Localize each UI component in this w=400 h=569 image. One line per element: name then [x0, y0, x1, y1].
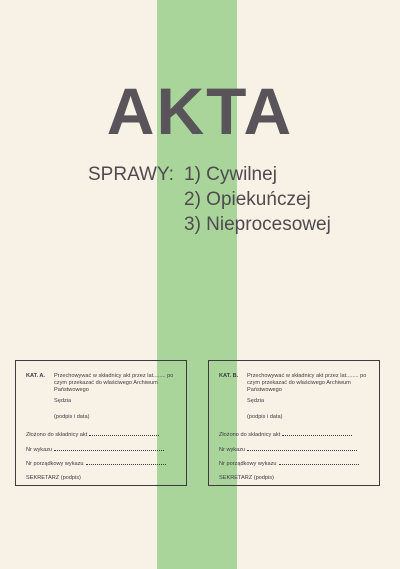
- signature-date-label: (podpis i data): [54, 414, 90, 420]
- case-types: [88, 162, 331, 237]
- sequence-number-row: [26, 460, 166, 467]
- list-number-label: Nr wykazu: [219, 447, 246, 453]
- storage-instruction: Przechowywać w składnicy akt przez lat........ po czym przekazać do właściwego Archiwum Państwowego: [247, 373, 367, 393]
- category-label: KAT. B.: [219, 373, 239, 379]
- document-title: AKTA: [106, 74, 294, 148]
- case-type-line: [88, 187, 331, 212]
- case-type-line: [88, 162, 331, 187]
- sequence-number-label: Nr porządkowy wykazu: [219, 461, 277, 467]
- list-number-label: Nr wykazu: [26, 447, 53, 453]
- list-number-row: [26, 446, 164, 453]
- deposit-row: [26, 431, 159, 438]
- deposit-row: [219, 431, 352, 438]
- case-type-item: 1) Cywilnej: [184, 164, 277, 185]
- archive-box-a: [15, 360, 187, 486]
- secretary-label: SEKRETARZ (podpis): [219, 475, 274, 481]
- deposit-label: Złożono do składnicy akt: [26, 432, 88, 438]
- sequence-number-row: [219, 460, 359, 467]
- storage-instruction: Przechowywać w składnicy akt przez lat........ po czym przekazać do właściwego Archiwum Państwowego: [54, 373, 174, 393]
- list-number-row: [219, 446, 357, 453]
- category-label: KAT. A.: [26, 373, 45, 379]
- sequence-number-label: Nr porządkowy wykazu: [26, 461, 84, 467]
- case-type-item: 3) Nieprocesowej: [184, 214, 331, 235]
- case-type-item: 2) Opiekuńczej: [184, 189, 311, 210]
- case-type-line: [88, 212, 331, 237]
- secretary-label: SEKRETARZ (podpis): [26, 475, 81, 481]
- judge-label: Sędzia: [247, 398, 265, 404]
- sprawy-label: SPRAWY:: [88, 164, 174, 185]
- archive-box-b: [208, 360, 380, 486]
- signature-date-label: (podpis i data): [247, 414, 283, 420]
- judge-label: Sędzia: [54, 398, 72, 404]
- deposit-label: Złożono do składnicy akt: [219, 432, 281, 438]
